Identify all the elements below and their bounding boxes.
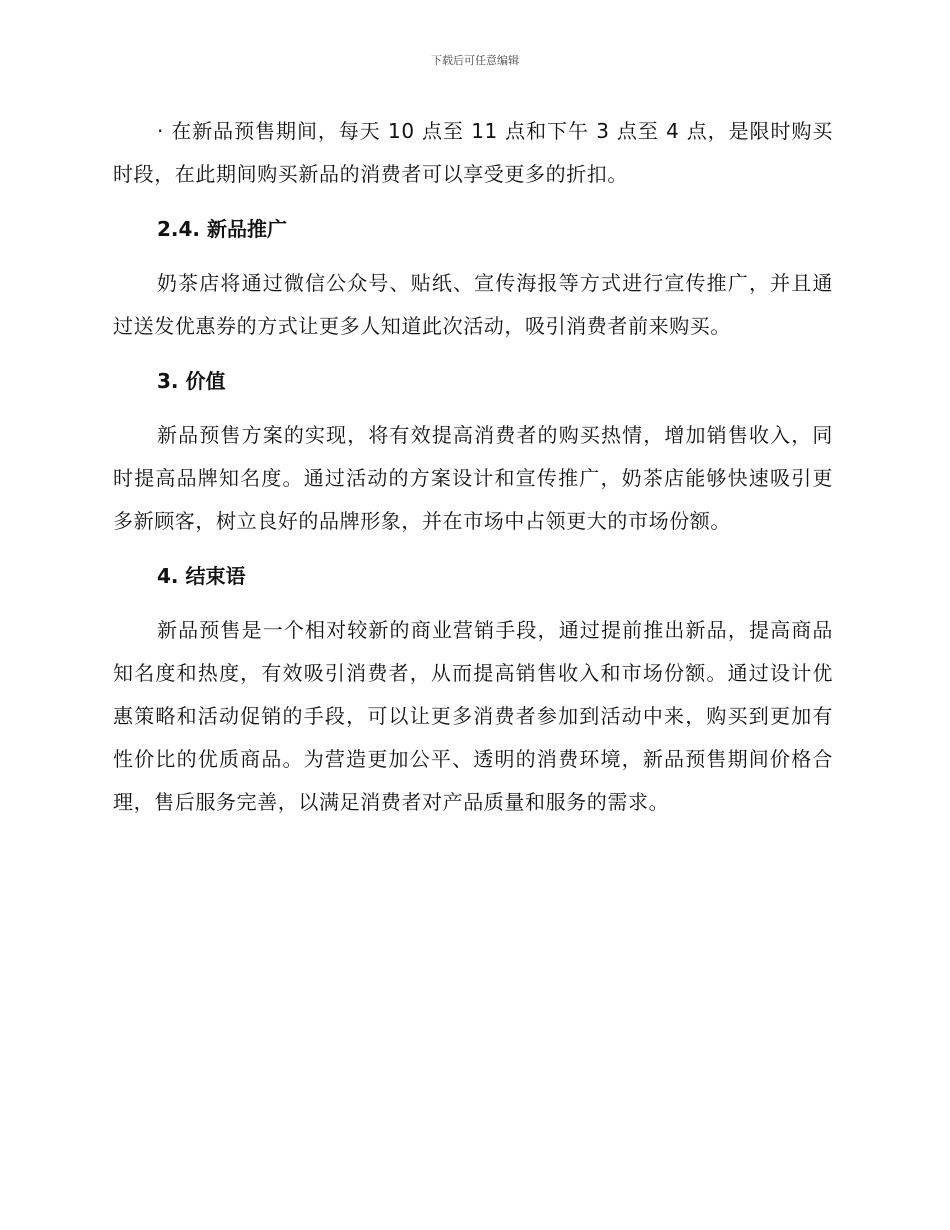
heading-new-product-promotion: 2.4. 新品推广 bbox=[157, 217, 287, 241]
heading-value: 3. 价值 bbox=[157, 369, 226, 393]
paragraph-limited-time: · 在新品预售期间，每天 10 点至 11 点和下午 3 点至 4 点，是限时购买时段，在此期间购买新品的消费者可以享受更多的折扣。 bbox=[113, 119, 833, 186]
paragraph-value: 新品预售方案的实现，将有效提高消费者的购买热情，增加销售收入，同时提高品牌知名度。通过活动的方案设计和宣传推广，奶茶店能够快速吸引更多新顾客，树立良好的品牌形象，并在市场中占领更大的市场份额。 bbox=[113, 423, 833, 533]
paragraph-conclusion: 新品预售是一个相对较新的商业营销手段，通过提前推出新品，提高商品知名度和热度，有效吸引消费者，从而提高销售收入和市场份额。通过设计优惠策略和活动促销的手段，可以让更多消费者参加到活动中来，购买到更加有性价比的优质商品。为营造更加公平、透明的消费环境，新品预售期间价格合理，售后服务完善，以满足消费者对产品质量和服务的需求。 bbox=[113, 618, 833, 814]
paragraph-promotion: 奶茶店将通过微信公众号、贴纸、宣传海报等方式进行宣传推广，并且通过送发优惠券的方式让更多人知道此次活动，吸引消费者前来购买。 bbox=[113, 271, 833, 338]
header-note: 下载后可任意编辑 bbox=[431, 54, 519, 67]
document-body bbox=[113, 110, 833, 824]
heading-conclusion: 4. 结束语 bbox=[157, 564, 246, 588]
